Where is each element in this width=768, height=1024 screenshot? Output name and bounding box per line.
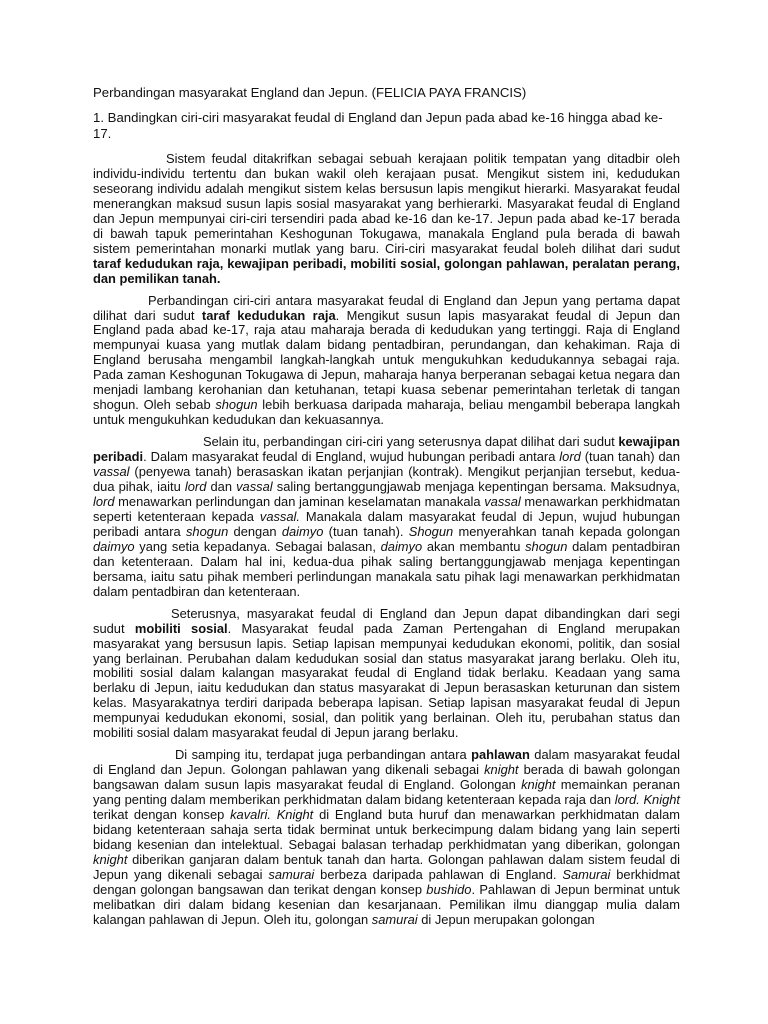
paragraph-text: memainkan peranan yang penting dalam memberikan perkhidmatan dalam bidang ketenteraan kepada raja dan — [93, 777, 681, 808]
italic-term: samurai — [268, 866, 315, 882]
paragraph-text: dengan — [228, 523, 282, 539]
italic-term: knight — [521, 777, 556, 793]
paragraph-text: dan — [206, 479, 237, 495]
paragraph-text: Seterusnya, masyarakat feudal di England dan Jepun dapat dibandingkan dari segi sudut — [93, 605, 680, 636]
italic-term: lord — [93, 493, 115, 509]
paragraph-text: . Masyarakat feudal pada Zaman Pertengahan di England merupakan masyarakat yang bersusun lapis. Setiap lapisan mempunyai kedudukan ekonomi, politik, dan sosial yang berlainan. Perubahan dalam kedudukan sosial dan status masyarakat jarang berlaku. Oleh itu, mobiliti sosial dalam kalangan masyarakat feudal di England tidak berlaku. Keadaan yang sama berlaku di Jepun, iaitu kedudukan dan status masyarakat di Jepun berasaskan keturunan dan sistem kelas. Masyarakatnya terdiri daripada beberapa lapisan. Setiap lapisan masyarakat feudal di Jepun mempunyai kedudukan ekonomi, sosial, dan politik yang berlainan. Oleh itu, perubahan status dan mobiliti sosial dalam masyarakat feudal di Jepun jarang berlaku. — [93, 620, 680, 741]
paragraph-text: Di samping itu, terdapat juga perbandingan antara — [175, 747, 472, 763]
paragraph-text: dalam pentadbiran dan ketenteraan. Dalam hal ini, kedua-dua pihak saling bertanggungjawab menjaga kepentingan bersama, iaitu satu pihak memberi perlindungan manakala satu pihak lagi menawarkan perkhidmatan dalam pentadbiran dan ketenteraan. — [93, 538, 680, 599]
paragraph-taraf-kedudukan-raja — [93, 294, 680, 429]
paragraph-mobiliti-sosial — [93, 607, 680, 742]
italic-term: lord. Knight — [614, 792, 680, 808]
paragraph-text: menawarkan perlindungan dan jaminan keselamatan manakala — [114, 493, 485, 509]
paragraph-intro — [93, 152, 680, 287]
paragraph-text: berada di bawah golongan bangsawan dalam susun lapis masyarakat feudal di England. Golongan — [93, 762, 681, 793]
bold-text: kewajipan peribadi — [93, 434, 680, 465]
italic-term: vassal. — [259, 508, 300, 524]
paragraph-text: berkhidmat dengan golongan bangsawan dan terikat dengan konsep — [93, 866, 680, 897]
paragraph-text: Manakala dalam masyarakat feudal di Jepun, wujud hubungan peribadi antara — [93, 508, 681, 539]
italic-term: lord — [184, 479, 207, 495]
paragraph-text: Selain itu, perbandingan ciri-ciri yang seterusnya dapat dilihat dari sudut — [203, 434, 619, 450]
bold-text: pahlawan — [471, 747, 530, 763]
italic-term: daimyo — [281, 523, 324, 539]
paragraph-text: Sistem feudal ditakrifkan sebagai sebuah kerajaan politik tempatan yang ditadbir oleh individu-individu tertentu dan bukan wakil oleh kerajaan pusat. Mengikut sistem ini, kedudukan seseorang individu adalah mengikut sistem kelas bersusun lapis mengikut hierarki. Masyarakat feudal menerangkan maksud susun lapis sosial masyarakat yang berhierarki. Masyarakat feudal di England dan Jepun mempunyai ciri-ciri tersendiri pada abad ke-16 dan ke-17. Jepun pada abad ke-17 berada di bawah tapuk pemerintahan Keshogunan Tokugawa, manakala England pula berada di bawah sistem pemerintahan monarki mutlak yang baru. Ciri-ciri masyarakat feudal boleh dilihat dari sudut — [93, 151, 680, 256]
paragraph-text: Perbandingan ciri-ciri antara masyarakat feudal di England dan Jepun yang pertama dapat dilihat dari sudut — [93, 292, 680, 323]
paragraph-text: akan membantu — [422, 538, 526, 554]
paragraph-text: . Mengikut susun lapis masyarakat feudal di Jepun dan England pada abad ke-17, raja atau maharaja berada di kedudukan yang tertinggi. Raja di England mempunyai kuasa yang mutlak dalam bidang pentadbiran, perundangan, dan kehakiman. Raja di England berusaha mengambil langkah-langkah untuk mengukuhkan kedudukannya sebagai raja. Pada zaman Keshogunan Tokugawa di Jepun, maharaja hanya berperanan sebagai ketua negara dan menjadi lambang kerohanian dan ketuhanan, tetapi kuasa sebenar pemerintahan terletak di tangan shogun. Oleh sebab — [93, 307, 680, 413]
italic-term: Shogun — [408, 523, 454, 539]
paragraph-text: . Dalam masyarakat feudal di England, wujud hubungan peribadi antara — [143, 449, 560, 465]
paragraph-text: terikat dengan konsep — [93, 807, 231, 823]
italic-term: daimyo — [93, 538, 135, 554]
italic-term: daimyo — [380, 538, 423, 554]
paragraph-text: menawarkan perkhidmatan seperti ketenteraan kepada — [93, 493, 681, 524]
italic-term: kavalri. Knight — [230, 807, 314, 823]
paragraph-text: di England buta huruf dan menawarkan perkhidmatan dalam bidang ketenteraan sahaja serta tidak berminat untuk berkecimpung dalam bidang yang lain seperti bidang kesenian dan intelektual. Sebagai balasan terhadap perkhidmatan yang diberikan, golongan — [93, 807, 680, 852]
paragraph-text: (penyewa tanah) berasaskan ikatan perjanjian (kontrak). Mengikut perjanjian tersebut, kedua-dua pihak, iaitu — [93, 464, 680, 495]
italic-term: shogun — [185, 523, 229, 539]
italic-term: vassal — [236, 479, 273, 495]
paragraph-text: menyerahkan tanah kepada golongan — [453, 523, 680, 539]
question-text: 1. Bandingkan ciri-ciri masyarakat feudal di England dan Jepun pada abad ke-16 hingga abad ke-17. — [93, 110, 663, 141]
document-title: Perbandingan masyarakat England dan Jepun. (FELICIA PAYA FRANCIS) — [93, 85, 527, 100]
italic-term: shogun — [215, 397, 258, 413]
italic-term: vassal — [93, 464, 130, 480]
paragraph-text: berbeza daripada pahlawan di England. — [314, 866, 563, 882]
bold-text: taraf kedudukan raja, kewajipan peribadi, mobiliti sosial, golongan pahlawan, peralatan perang, dan pemilikan tanah. — [93, 255, 680, 286]
paragraph-text: yang setia kepadanya. Sebagai balasan, — [134, 538, 381, 554]
italic-term: vassal — [484, 493, 521, 509]
paragraph-text: saling bertanggungjawab menjaga kepentingan bersama. Maksudnya, — [272, 479, 680, 495]
paragraph-text: lebih berkuasa daripada maharaja, beliau mengambil beberapa langkah untuk mengukuhkan kedudukan dan kekuasannya. — [93, 397, 681, 428]
italic-term: Samurai — [562, 866, 611, 882]
italic-term: shogun — [525, 538, 568, 554]
paragraph-text: di Jepun merupakan golongan — [417, 911, 595, 927]
paragraph-text: (tuan tanah) dan — [580, 449, 680, 465]
italic-term: samurai — [371, 911, 418, 927]
paragraph-text: dalam masyarakat feudal di England dan Jepun. Golongan pahlawan yang dikenali sebagai — [93, 747, 680, 778]
paragraph-kewajipan-peribadi — [93, 435, 680, 599]
italic-term: bushido — [426, 881, 472, 897]
italic-term: knight — [93, 851, 128, 867]
italic-term: lord — [559, 449, 581, 465]
italic-term: knight — [484, 762, 519, 778]
paragraph-pahlawan — [93, 748, 680, 927]
paragraph-text: . Pahlawan di Jepun berminat untuk melibatkan diri dalam bidang kesenian dan kesarjanaan. Pemilikan ilmu dianggap mulia dalam kalangan pahlawan di Jepun. Oleh itu, golongan — [93, 881, 680, 927]
paragraph-text: (tuan tanah). — [323, 523, 409, 539]
bold-text: taraf kedudukan raja — [201, 307, 336, 323]
bold-text: mobiliti sosial — [134, 620, 228, 636]
paragraph-text: diberikan ganjaran dalam bentuk tanah dan harta. Golongan pahlawan dalam sistem feudal di Jepun yang dikenali sebagai — [93, 851, 680, 882]
